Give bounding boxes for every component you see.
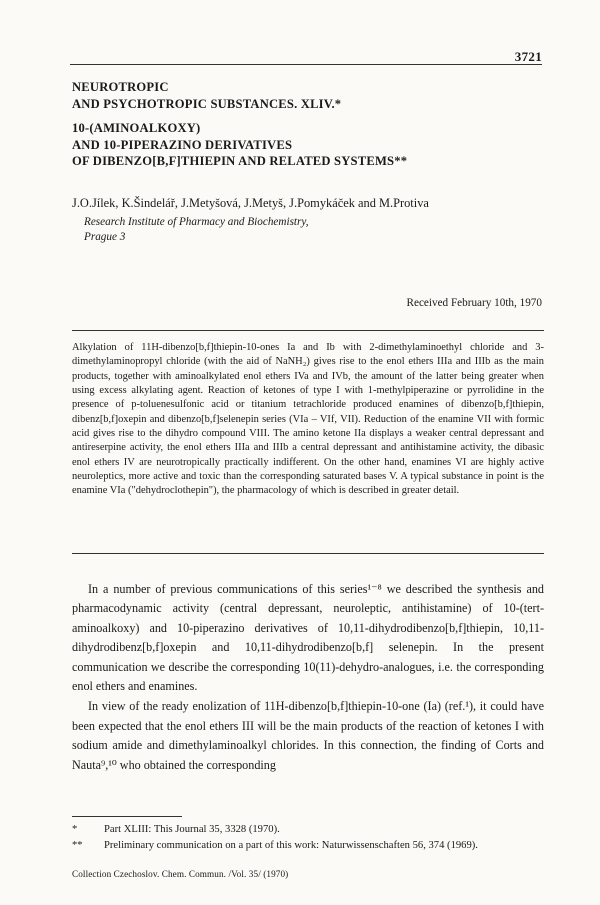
- author-list: J.O.Jílek, K.Šindelář, J.Metyšová, J.Metyš, J.Pomykáček and M.Protiva: [72, 196, 429, 210]
- body-paragraph: In a number of previous communications of this series¹⁻⁸ we described the synthesis and pharmacodynamic activity (central depressant, neuroleptic, antihistamine) of 10-(tert-aminoalkoxy) and 10-piperazino derivatives of 10,11-dihydrodibenzo[b,f]thiepin, 10,11-dihydrodibenz[b,f]oxepin and 10,11-dihydrodibenzo[b,f] selenepin. In the present communication we describe the corresponding 10(11)-dehydro-analogues, i.e. the corresponding enol ethers and enamines.: [72, 582, 544, 694]
- title-line: OF DIBENZO[B,F]THIEPIN AND RELATED SYSTEMS**: [72, 154, 408, 169]
- title-line: AND 10-PIPERAZINO DERIVATIVES: [72, 137, 293, 152]
- affiliation: [84, 215, 309, 245]
- received-date: Received February 10th, 1970: [406, 297, 542, 309]
- title-line: 10-(AMINOALKOXY): [72, 121, 201, 136]
- affiliation-line: Prague 3: [84, 231, 126, 243]
- footnote: [72, 822, 552, 838]
- body-paragraph: In view of the ready enolization of 11H-dibenzo[b,f]thiepin-10-one (Ia) (ref.¹), it could have been expected that the enol ethers III will be the main products of the reaction of ketones I with sodium amide and dimethylaminoalkyl chlorides. In this connection, the finding of Corts and Nauta⁹,¹⁰ who obtained the corresponding: [72, 699, 544, 772]
- journal-footer: Collection Czechoslov. Chem. Commun. /Vol. 35/ (1970): [72, 869, 289, 879]
- title-line: AND PSYCHOTROPIC SUBSTANCES. XLIV.*: [72, 96, 342, 111]
- abstract-text: Alkylation of 11H-dibenzo[b,f]thiepin-10-ones Ia and Ib with 2-dimethylaminoethyl chloride and 3-dimethylaminopropyl chloride (with the aid of NaNH₂) gives rise to the enol ethers IIIa and IIIb as the main products, together with aminoalkylated enol ethers IVa and IVb, the amount of the latter being greater when using excess alkylating agent. Reaction of ketones of type I with 1-methylpiperazine or pyrrolidine in the presence of p-toluenesulfonic acid or titanium tetrachloride produced enamines of dibenzo[b,f]thiepin, dibenz[b,f]oxepin and dibenzo[b,f]selenepin series (VIa – VIf, VII). Reduction of the enamine VII with formic acid gives rise to the dihydro compound VIII. The amino ketone IIa displays a weaker central depressant and antireserpine activity, the enol ethers IIIa and IIIb a central depressant and antihistamine activity, the dibasic enol ethers IV are neurotropically practically indifferent. On the other hand, enamines VI are highly active neuroleptics, more active and toxic than the corresponding saturated bases V. A typical substance in point is the enamine VIa ("dehydroclothepin"), the pharmacology of which is described in greater detail.: [72, 342, 544, 497]
- title-gap: [72, 112, 542, 120]
- footnote: [72, 838, 552, 854]
- footnote-text: Part XLIII: This Journal 35, 3328 (1970).: [104, 824, 280, 835]
- footnote-mark: *: [72, 824, 78, 835]
- article-title: [72, 79, 542, 170]
- footnotes: [72, 822, 552, 853]
- affiliation-line: Research Institute of Pharmacy and Biochemistry,: [84, 216, 309, 228]
- header-rule: [70, 64, 542, 65]
- page-number: 3721: [514, 49, 542, 64]
- title-line: NEUROTROPIC: [72, 80, 169, 94]
- abstract-box: [72, 330, 544, 554]
- footnote-text: Preliminary communication on a part of this work: Naturwissenschaften 56, 374 (1969).: [104, 839, 478, 851]
- footnote-rule: [72, 816, 182, 817]
- body-text: [72, 580, 544, 775]
- footnote-mark: **: [72, 839, 83, 851]
